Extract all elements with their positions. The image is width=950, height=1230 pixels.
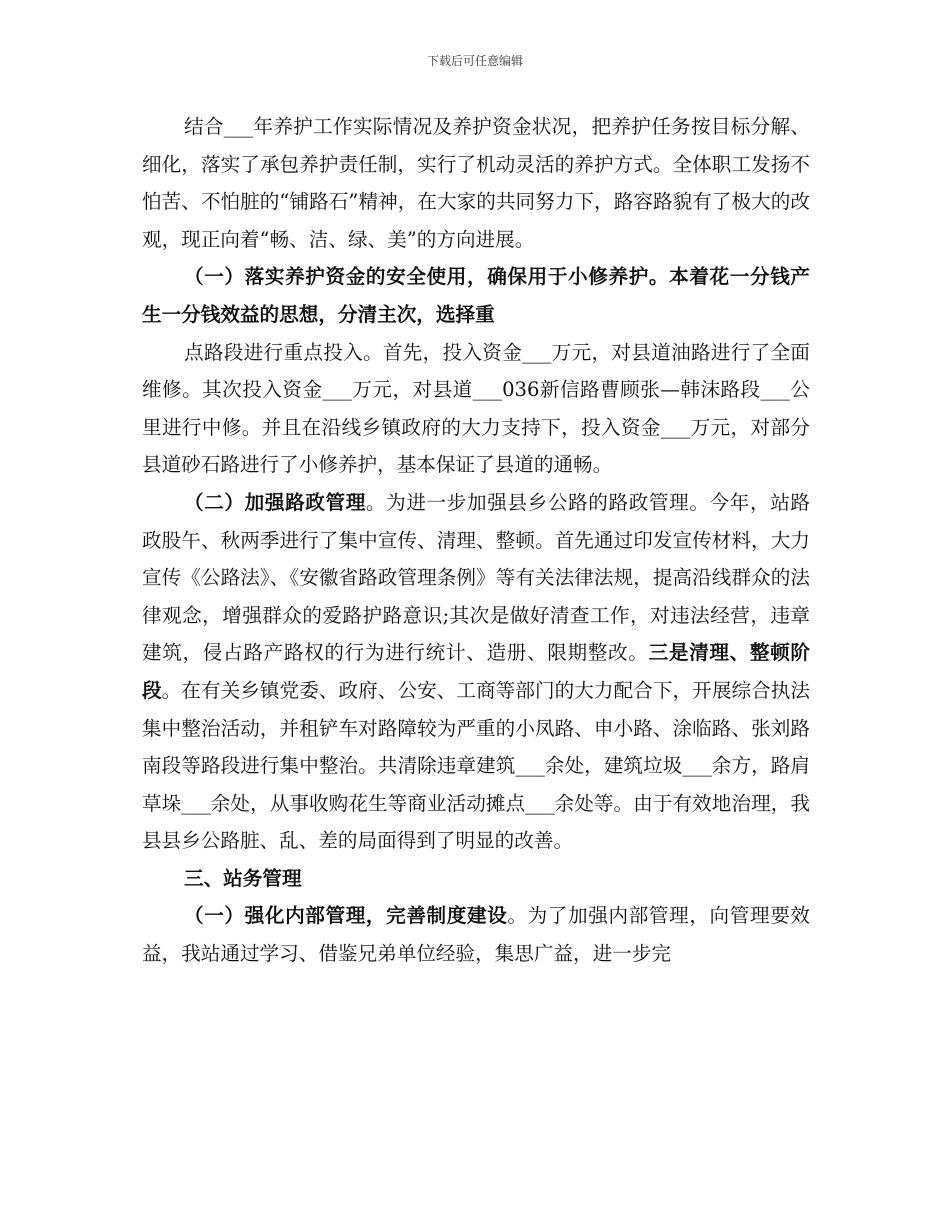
paragraph-intro: 结合___年养护工作实际情况及养护资金状况，把养护任务按目标分解、细化，落实了承包养护责任制，实行了机动灵活的养护方式。全体职工发扬不怕苦、不怕脏的“铺路石”精神，在大家的共同努力下，路容路貌有了极大的改观，现正向着“畅、洁、绿、美”的方向进展。 bbox=[142, 115, 810, 251]
inline-heading-cleanup: 三是清理、整顿阶段 bbox=[142, 641, 811, 702]
paragraph-internal-mgmt-text: 。为了加强内部管理，向管理要效益，我站通过学习、借鉴兄弟单位经验，集思广益，进一步完 bbox=[142, 904, 811, 966]
paragraph-road-admin-text-b: 。在有关乡镇党委、政府、公安、工商等部门的大力配合下，开展综合执法集中整治活动，并租铲车对路障较为严重的小凤路、申小路、涂临路、张刘路南段等路段进行集中整治。共清除违章建筑___余处，建筑垃圾___余方，路肩草垛___余处，从事收购花生等商业活动摊点___余处等。由于有效地治理，我县县乡公路脏、乱、差的局面得到了明显的改善。 bbox=[142, 678, 811, 853]
paragraph-road-admin bbox=[142, 484, 810, 860]
section-heading-4: （一）强化内部管理，完善制度建设 bbox=[184, 904, 508, 928]
section-heading-2: （二）加强路政管理 bbox=[184, 490, 366, 514]
paragraph-funding: 点路段进行重点投入。首先，投入资金___万元，对县道油路进行了全面维修。其次投入资金___万元，对县道___036新信路曹顾张—韩沫路段___公里进行中修。并且在沿线乡镇政府的大力支持下，投入资金___万元，对部分县道砂石路进行了小修养护，基本保证了县道的通畅。 bbox=[142, 340, 810, 477]
paragraph-road-admin-text-a: 。为进一步加强县乡公路的路政管理。今年，站路政股午、秋两季进行了集中宣传、清理、整顿。首先通过印发宣传材料，大力宣传《公路法》、《安徽省路政管理条例》等有关法律法规，提高沿线群众的法律观念，增强群众的爱路护路意识;其次是做好清查工作，对违法经营，违章建筑，侵占路产路权的行为进行统计、造册、限期整改。 bbox=[142, 490, 810, 665]
section-heading-1: （一）落实养护资金的安全使用，确保用于小修养护。本着花一分钱产生一分钱效益的思想，分清主次，选择重 bbox=[142, 265, 810, 326]
paragraph-internal-mgmt bbox=[142, 897, 810, 972]
page-header: 下载后可任意编辑 bbox=[426, 54, 523, 68]
section-heading-3: 三、站务管理 bbox=[184, 866, 302, 890]
document-body bbox=[142, 108, 810, 973]
